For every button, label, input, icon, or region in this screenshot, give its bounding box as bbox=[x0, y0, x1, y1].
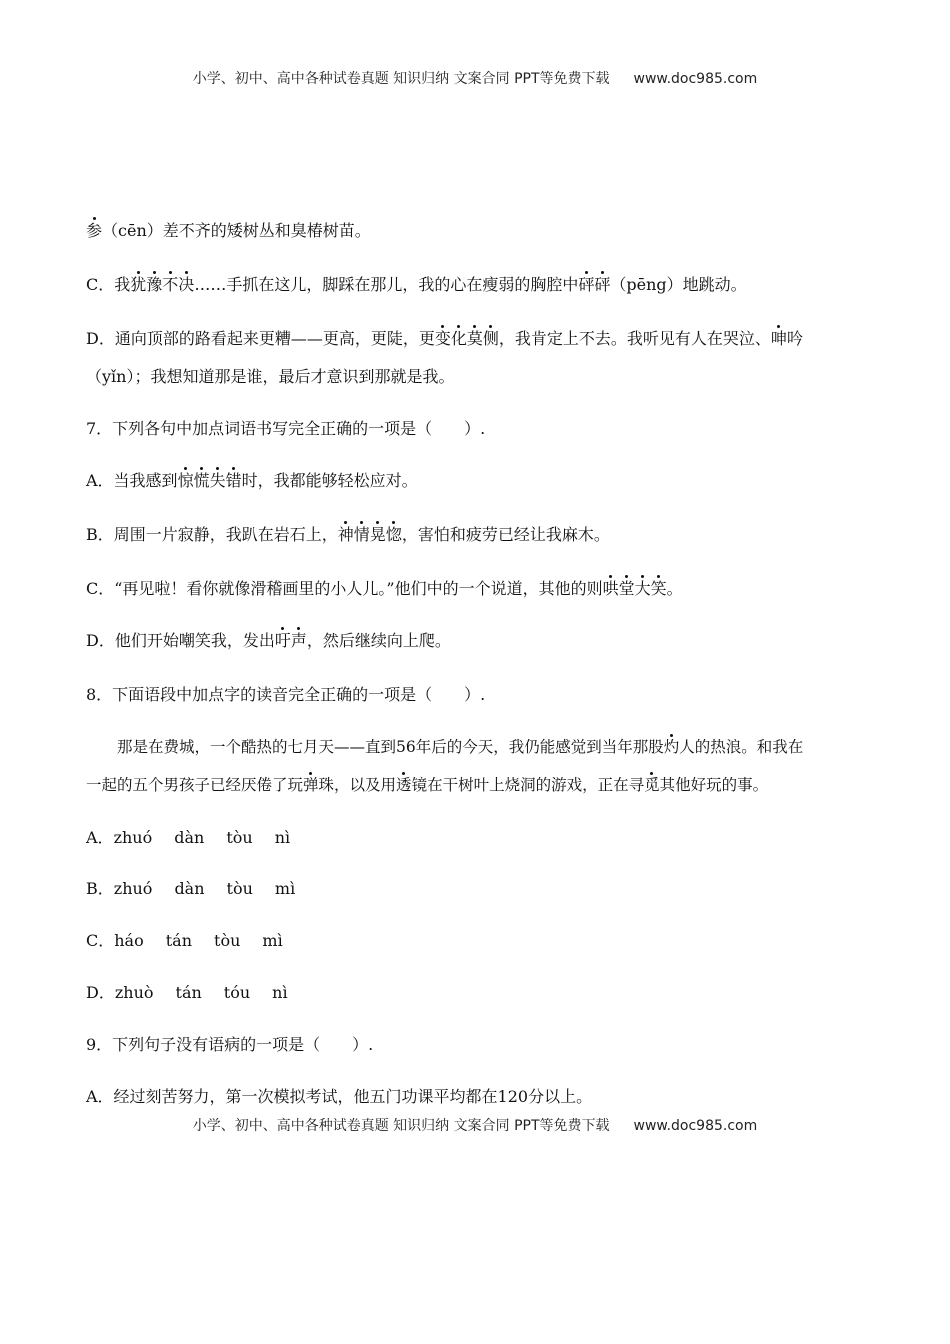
question-9: 9．下列句子没有语病的一项是（ ）. bbox=[86, 1035, 374, 1054]
question-7: 7．下列各句中加点词语书写完全正确的一项是（ ）. bbox=[86, 419, 486, 438]
passage-8-line1: 那是在费城，一个酷热的七月天——直到56年后的今天，我仍能感觉到当年那股灼人的热浪。和我在 bbox=[117, 738, 804, 756]
header-text: 小学、初中、高中各种试卷真题 知识归纳 文案合同 PPT等免费下载 bbox=[192, 71, 610, 87]
option-6d-cont: （yǐn）；我想知道那是谁，最后才意识到那就是我。 bbox=[86, 367, 455, 386]
option-6d: D．通向顶部的路看起来更糟——更高，更陡，更变化莫侧，我肯定上不去。我听见有人在哭泣、呻吟 bbox=[86, 329, 803, 348]
footer-text: 小学、初中、高中各种试卷真题 知识归纳 文案合同 PPT等免费下载 bbox=[192, 1118, 610, 1134]
line-continuation: 参（cēn）差不齐的矮树丛和臭椿树苗。 bbox=[86, 221, 371, 240]
option-9a: A．经过刻苦努力，第一次模拟考试，他五门功课平均都在120分以上。 bbox=[86, 1087, 593, 1106]
page-footer bbox=[0, 1115, 950, 1135]
question-8: 8．下面语段中加点字的读音完全正确的一项是（ ）. bbox=[86, 685, 486, 704]
option-7c: C．“再见啦！看你就像滑稽画里的小人儿。”他们中的一个说道，其他的则哄堂大笑。 bbox=[86, 579, 683, 598]
footer-url[interactable]: www.doc985.com bbox=[633, 1118, 758, 1134]
option-8a: A．zhuó dàn tòu nì bbox=[86, 828, 291, 847]
passage-8-line2: 一起的五个男孩子已经厌倦了玩弹珠，以及用透镜在干树叶上烧洞的游戏，正在寻觅其他好玩的事。 bbox=[86, 776, 769, 794]
option-7b: B．周围一片寂静，我趴在岩石上，神情晃惚，害怕和疲劳已经让我麻木。 bbox=[86, 525, 610, 544]
option-8c: C．háo tán tòu mì bbox=[86, 931, 283, 950]
option-8d: D．zhuò tán tóu nì bbox=[86, 983, 288, 1002]
page-header bbox=[0, 68, 950, 88]
option-7d: D．他们开始嘲笑我，发出吁声，然后继续向上爬。 bbox=[86, 631, 451, 650]
option-6c: C．我犹豫不决……手抓在这儿，脚踩在那儿，我的心在瘦弱的胸腔中砰砰（pēng）地跳动。 bbox=[86, 275, 747, 294]
header-url[interactable]: www.doc985.com bbox=[633, 71, 758, 87]
option-7a: A．当我感到惊慌失错时，我都能够轻松应对。 bbox=[86, 471, 418, 490]
option-8b: B．zhuó dàn tòu mì bbox=[86, 879, 296, 898]
